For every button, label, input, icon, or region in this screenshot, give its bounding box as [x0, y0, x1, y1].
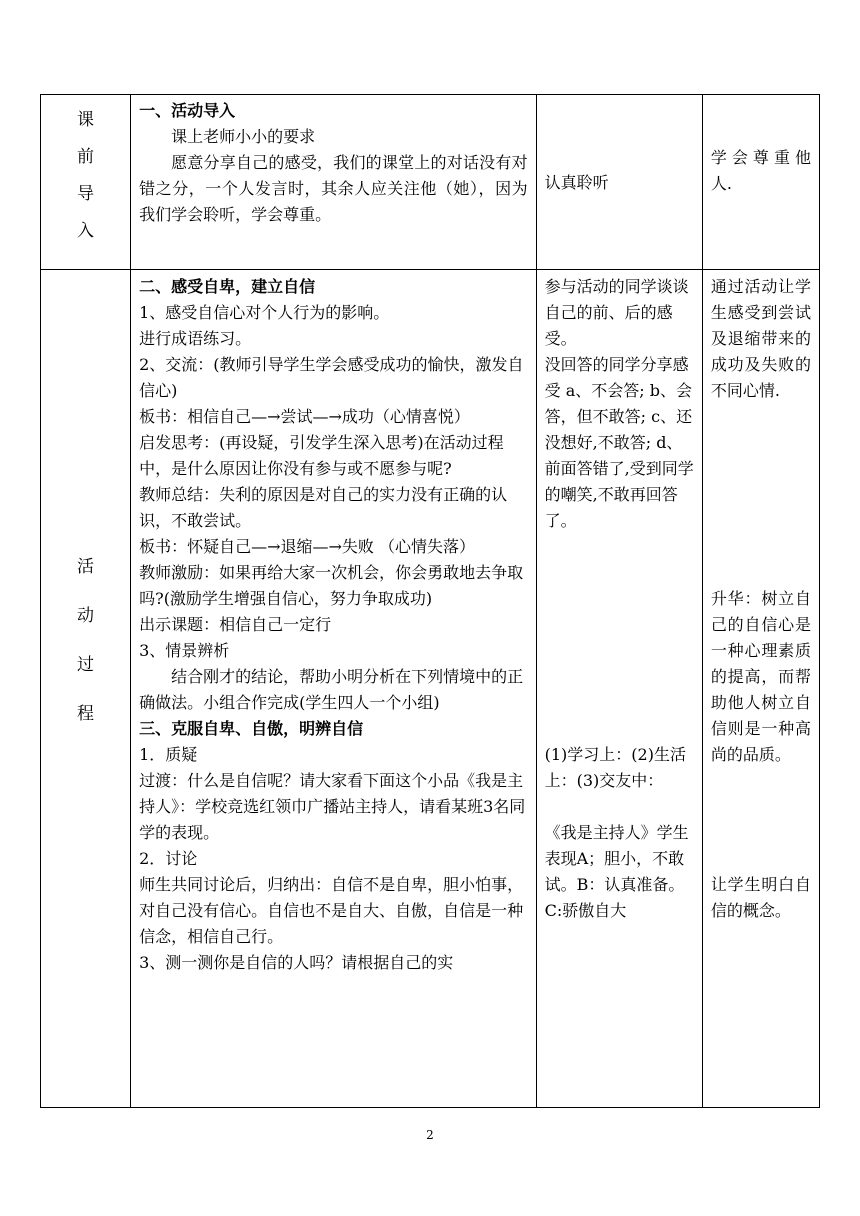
- paragraph: 《我是主持人》学生表现A；胆小，不敢试。B：认真准备。C:骄傲自大: [544, 823, 689, 920]
- student-activity-cell: [536, 270, 702, 1108]
- section-label-char: 课: [77, 110, 95, 130]
- design-intent-cell: [702, 95, 819, 270]
- section-label-char: 程: [77, 704, 95, 724]
- section-label-char: 前: [77, 147, 95, 167]
- paragraph: 板书：怀疑自己—→退缩—→失败 （心情失落）: [139, 537, 476, 556]
- paragraph: 过渡：什么是自信呢？请大家看下面这个小品《我是主持人》：学校竞选红领巾广播站主持人，请看某班3名同学的表现。: [139, 771, 526, 842]
- section-label-char: 入: [77, 221, 95, 241]
- design-intent-cell: [702, 270, 819, 1108]
- paragraph: 教师总结：失利的原因是对自己的实力没有正确的认识，不敢尝试。: [139, 485, 508, 530]
- lesson-plan-table: [40, 94, 820, 1108]
- paragraph: 3、测一测你是自信的人吗？请根据自己的实: [139, 953, 454, 972]
- paragraph: 没回答的同学分享感受 a、不会答; b、会答，但不敢答; c、还没想好,不敢答; d、前面答错了,受到同学的嘲笑,不敢再回答了。: [544, 355, 694, 530]
- section-heading: 一、活动导入: [139, 101, 236, 120]
- page-number: 2: [426, 1128, 434, 1142]
- paragraph: (1)学习上：(2)生活上：(3)交友中：: [544, 745, 686, 790]
- paragraph: 板书：相信自己—→尝试—→成功（心情喜悦）: [139, 407, 470, 426]
- section-heading: 三、克服自卑、自傲，明辨自信: [139, 719, 364, 738]
- teacher-activity-cell: [131, 95, 537, 270]
- paragraph: 升华：树立自己的自信心是一种心理素质的提高，而帮助他人树立自信则是一种高尚的品质。: [710, 589, 811, 764]
- section-label-char: 活: [77, 557, 95, 577]
- paragraph: 愿意分享自己的感受，我们的课堂上的对话没有对错之分，一个人发言时，其余人应关注他（她），因为我们学会聆听，学会尊重。: [139, 153, 528, 224]
- section-label-char: 导: [77, 184, 95, 204]
- paragraph: 进行成语练习。: [139, 329, 252, 348]
- paragraph: 2．讨论: [139, 849, 198, 868]
- section-label-char: 动: [77, 606, 95, 626]
- paragraph: 学会尊重他人.: [710, 148, 811, 193]
- paragraph: 3、情景辨析: [139, 641, 230, 660]
- paragraph: 启发思考：(再设疑，引发学生深入思考)在活动过程中，是什么原因让你没有参与或不愿参与呢?: [139, 433, 504, 478]
- section-label-char: 过: [77, 655, 95, 675]
- paragraph: 结合刚才的结论，帮助小明分析在下列情境中的正确做法。小组合作完成(学生四人一个小组): [139, 667, 524, 712]
- paragraph: 通过活动让学生感受到尝试及退缩带来的成功及失败的不同心情.: [710, 277, 811, 400]
- table-row: [41, 270, 820, 1108]
- section-heading: 二、感受自卑，建立自信: [139, 277, 316, 296]
- teacher-activity-cell: [131, 270, 537, 1108]
- section-label-cell: [41, 95, 131, 270]
- paragraph: 参与活动的同学谈谈自己的前、后的感受。: [544, 277, 689, 348]
- paragraph: 出示课题：相信自己一定行: [139, 615, 332, 634]
- table-row: [41, 95, 820, 270]
- paragraph: 2、交流：(教师引导学生学会感受成功的愉快，激发自信心): [139, 355, 524, 400]
- paragraph: 1、感受自信心对个人行为的影响。: [139, 303, 390, 322]
- paragraph: 师生共同讨论后，归纳出：自信不是自卑，胆小怕事，对自己没有信心。自信也不是自大、自傲，自信是一种信念，相信自己行。: [139, 875, 524, 946]
- section-label-cell: [41, 270, 131, 1108]
- paragraph: 教师激励：如果再给大家一次机会，你会勇敢地去争取吗?(激励学生增强自信心，努力争取成功): [139, 563, 524, 608]
- paragraph: 1．质疑: [139, 745, 198, 764]
- paragraph: 课上老师小小的要求: [171, 127, 316, 146]
- student-activity-cell: [536, 95, 702, 270]
- paragraph: 认真聆听: [544, 173, 609, 192]
- paragraph: 让学生明白自信的概念。: [710, 875, 811, 920]
